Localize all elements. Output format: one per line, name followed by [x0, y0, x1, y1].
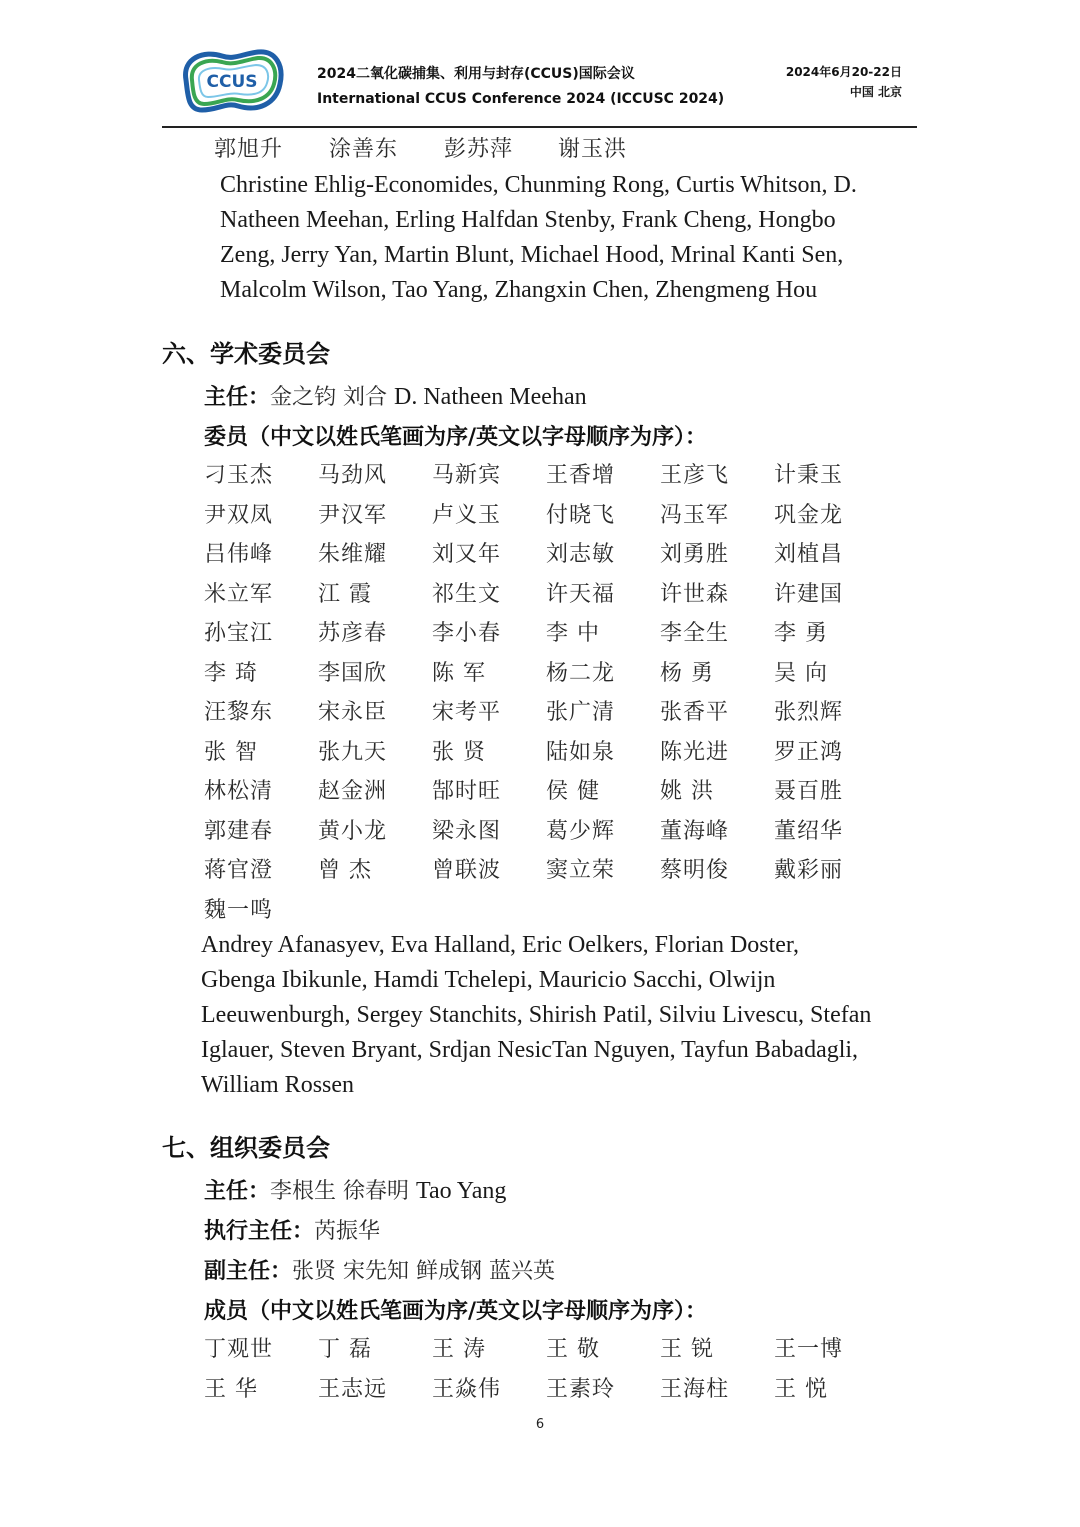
- en-line: Natheen Meehan, Erling Halfdan Stenby, Frank Cheng, Hongbo: [220, 207, 836, 233]
- name: 魏一鸣: [204, 897, 274, 923]
- name: 江 霞: [318, 581, 372, 607]
- name: 陈光进: [660, 739, 730, 765]
- chair-cn: 李根生 徐春明: [270, 1179, 410, 1204]
- name: 米立军: [204, 581, 274, 607]
- name: 冯玉军: [660, 502, 730, 528]
- name: 许世森: [660, 581, 730, 607]
- name: 王 悦: [774, 1377, 828, 1402]
- name: 曾 杰: [318, 858, 372, 883]
- name: 姚 洪: [660, 779, 714, 804]
- academic-chair-line: [204, 380, 587, 411]
- name: 李 勇: [774, 621, 828, 646]
- name: 计秉玉: [774, 463, 844, 488]
- name: 尹汉军: [318, 502, 388, 528]
- name: 王海柱: [660, 1377, 730, 1402]
- name: 王志远: [318, 1377, 388, 1402]
- name: 李全生: [660, 621, 730, 646]
- academic-heading: 六、学术委员会: [162, 340, 330, 368]
- org-members-label: 成员（中文以姓氏笔画为序/英文以字母顺序为序）：: [204, 1299, 708, 1324]
- name: 王香增: [546, 463, 616, 488]
- name: 陆如泉: [546, 739, 616, 765]
- academic-en-names: [201, 928, 871, 1103]
- name: 孙宝江: [204, 621, 274, 646]
- name: 李 琦: [204, 660, 258, 686]
- en-line: Iglauer, Steven Bryant, Srdjan NesicTan Nguyen, Tayfun Babadagli,: [201, 1037, 859, 1063]
- name: 刘植昌: [774, 542, 844, 567]
- en-line: Andrey Afanasyev, Eva Halland, Eric Oelkers, Florian Doster,: [201, 932, 799, 958]
- header-title-en: International CCUS Conference 2024 (ICCUSC 2024): [317, 91, 725, 107]
- org-vice-line: [204, 1254, 555, 1285]
- name: 王 敬: [546, 1337, 600, 1362]
- header-location: 中国 北京: [849, 85, 902, 99]
- name: 吴 向: [774, 660, 828, 686]
- name: 李小春: [432, 621, 502, 646]
- exec-names: 芮振华: [314, 1219, 381, 1244]
- name: 宋考平: [432, 700, 502, 725]
- chair-label: 主任：: [204, 385, 271, 410]
- name: 付晓飞: [546, 502, 616, 528]
- name: 张九天: [318, 739, 388, 765]
- name: 王 涛: [432, 1337, 486, 1362]
- name: 林松清: [204, 779, 274, 804]
- org-exec-line: [204, 1214, 380, 1245]
- name: 许建国: [774, 581, 844, 607]
- name: 尹双凤: [204, 502, 274, 528]
- name: 赵金洲: [318, 779, 388, 804]
- name: 宋永臣: [318, 700, 388, 725]
- name: 马劲风: [318, 463, 388, 488]
- name: 郭建春: [204, 818, 274, 844]
- name: 彭苏萍: [444, 137, 514, 162]
- name: 张香平: [660, 700, 730, 725]
- chair-en: Tao Yang: [416, 1178, 507, 1204]
- en-line: Malcolm Wilson, Tao Yang, Zhangxin Chen, Zhengmeng Hou: [220, 277, 818, 303]
- name: 杨 勇: [660, 660, 714, 686]
- name: 苏彦春: [318, 621, 388, 646]
- name: 侯 健: [546, 779, 600, 804]
- name: 聂百胜: [774, 779, 844, 804]
- name: 谢玉洪: [558, 137, 628, 162]
- logo-text: CCUS: [206, 72, 258, 92]
- name: 刘勇胜: [660, 542, 730, 567]
- header-title-cn: 2024二氧化碳捕集、利用与封存(CCUS)国际会议: [317, 66, 635, 82]
- name: 罗正鸿: [774, 739, 844, 765]
- name: 刘又年: [432, 542, 502, 567]
- vice-names: 张贤 宋先知 鲜成钢 蓝兴英: [292, 1259, 555, 1284]
- name: 王焱伟: [432, 1377, 502, 1402]
- en-line: Gbenga Ibikunle, Hamdi Tchelepi, Mauricio Sacchi, Olwijn: [201, 967, 776, 993]
- ccus-logo: [172, 44, 288, 116]
- name: 蒋官澄: [204, 858, 274, 883]
- name: 杨二龙: [546, 660, 616, 686]
- name: 王一博: [774, 1337, 844, 1362]
- en-line: Christine Ehlig-Economides, Chunming Rong, Curtis Whitson, D.: [220, 172, 857, 198]
- name: 丁观世: [204, 1337, 274, 1362]
- name: 郜时旺: [432, 779, 502, 804]
- org-chair-line: [204, 1174, 506, 1205]
- name: 马新宾: [432, 463, 502, 488]
- chair-en: D. Natheen Meehan: [394, 384, 587, 410]
- name: 王 锐: [660, 1337, 714, 1362]
- name: 张烈辉: [774, 700, 844, 725]
- chair-cn: 金之钧 刘合: [270, 385, 388, 410]
- name: 吕伟峰: [204, 542, 274, 567]
- header-divider: [162, 126, 917, 128]
- name: 刁玉杰: [204, 463, 274, 488]
- name: 黄小龙: [318, 818, 388, 844]
- chair-label: 主任：: [204, 1179, 271, 1204]
- name: 曾联波: [432, 858, 502, 883]
- header-title: [317, 62, 724, 112]
- name: 巩金龙: [774, 502, 844, 528]
- name: 陈 军: [432, 660, 486, 686]
- name: 涂善东: [329, 137, 399, 162]
- name: 李 中: [546, 621, 600, 646]
- name: 朱维耀: [318, 542, 388, 567]
- name: 葛少辉: [546, 818, 616, 844]
- name: 董海峰: [660, 818, 730, 844]
- page-number: 6: [535, 1417, 545, 1432]
- en-line: Leeuwenburgh, Sergey Stanchits, Shirish Patil, Silviu Livescu, Stefan: [201, 1002, 872, 1028]
- name: 汪黎东: [204, 700, 274, 725]
- name: 张广清: [546, 700, 616, 725]
- name: 卢义玉: [432, 502, 502, 528]
- name: 张 智: [204, 739, 258, 765]
- header-date-block: [786, 62, 902, 102]
- exec-label: 执行主任：: [204, 1219, 315, 1244]
- name: 郭旭升: [214, 137, 284, 162]
- prev-en-names: [220, 168, 857, 308]
- name: 王彦飞: [660, 463, 730, 488]
- name: 张 贤: [432, 739, 486, 765]
- name: 王素玲: [546, 1377, 616, 1402]
- name: 蔡明俊: [660, 858, 730, 883]
- name: 李国欣: [318, 660, 388, 686]
- en-line: Zeng, Jerry Yan, Martin Blunt, Michael Hood, Mrinal Kanti Sen,: [220, 242, 844, 268]
- vice-label: 副主任：: [204, 1259, 293, 1284]
- academic-members-label: 委员（中文以姓氏笔画为序/英文以字母顺序为序）：: [204, 425, 708, 450]
- name: 王 华: [204, 1377, 258, 1402]
- name: 窦立荣: [546, 858, 616, 883]
- en-line: William Rossen: [201, 1072, 355, 1098]
- name: 董绍华: [774, 818, 844, 844]
- header-date: 2024年6月20-22日: [785, 65, 902, 79]
- name: 祁生文: [432, 581, 502, 607]
- name: 许天福: [546, 581, 616, 607]
- name: 梁永图: [432, 818, 502, 844]
- name: 刘志敏: [546, 542, 616, 567]
- organizing-heading: 七、组织委员会: [162, 1134, 330, 1162]
- name: 戴彩丽: [774, 858, 844, 883]
- name: 丁 磊: [318, 1337, 372, 1362]
